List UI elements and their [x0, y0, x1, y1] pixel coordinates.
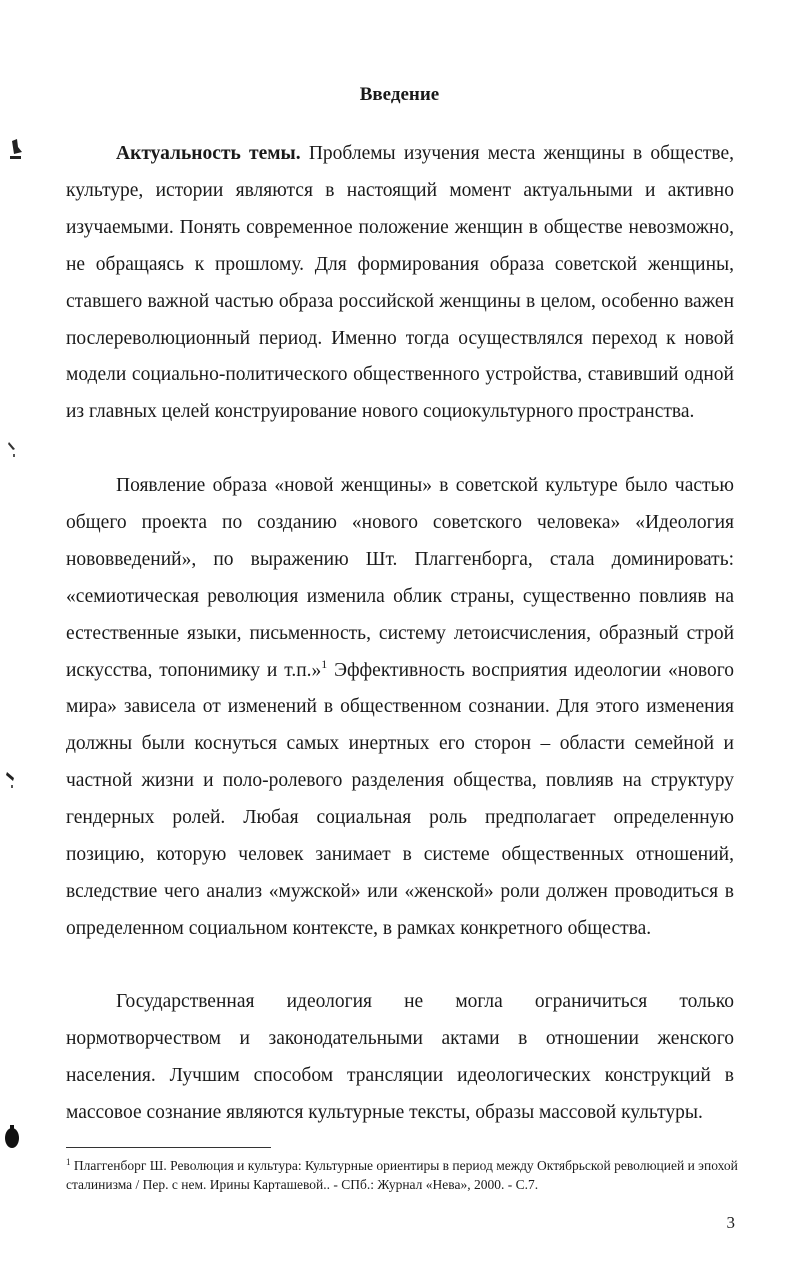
paragraph-text: Эффективность восприятия идеологии «нового мира» зависела от изменений в общественном сознании. Для этого изменения должны были коснуться самых инертных его сторон – области семейной и частной жизни и поло-ролевого разделения общества, повлияв на структуру гендерных ролей. Любая социальная роль предполагает определенную позицию, которую человек занимает в системе общественных отношений, вследствие чего анализ «мужской» или «женской» роли должен проводиться в определенном социальном контексте, в рамках конкретного общества. [66, 659, 734, 939]
footnote-reference[interactable]: 1 [321, 656, 328, 671]
footnote-text: Плаггенборг Ш. Революция и культура: Культурные ориентиры в период между Октябрьской революцией и эпохой сталинизма / Пер. с нем. Ирины Карташевой.. - СПб.: Журнал «Нева», 2000. - С.7. [66, 1158, 738, 1192]
section-heading: Введение [359, 84, 440, 105]
paragraph-text: Государственная идеология не могла ограничиться только нормотворчеством и законодательными актами в отношении женского населения. Лучшим способом трансляции идеологических конструкций в массовое сознание являются культурные тексты, образы массовой культуры. [66, 991, 734, 1123]
paragraph [66, 468, 734, 948]
paragraph-lead-in: Актуальность темы. [116, 143, 301, 164]
scan-artifact-mark [5, 770, 17, 792]
paragraph-text: Появление образа «новой женщины» в советской культуре было частью общего проекта по созданию «нового советского человека» «Идеология нововведений», по выражению Шт. Плаггенборга, стала доминировать: «семиотическая революция изменила облик страны, существенно повлияв на естественные языки, письменность, систему летоисчисления, образный строй искусства, топонимику и т.п.» [66, 475, 734, 681]
footnote [66, 1156, 746, 1194]
scan-artifact-blot [3, 1124, 21, 1150]
footnote-number: 1 [66, 1157, 71, 1167]
page-number: 3 [726, 1213, 735, 1232]
paragraph [66, 136, 734, 431]
paragraph [66, 984, 734, 1132]
paragraph-text: Проблемы изучения места женщины в обществе, культуре, истории являются в настоящий момент актуальными и активно изучаемыми. Понять современное положение женщин в обществе невозможно, не обращаясь к прошлому. Для формирования образа советской женщины, ставшего важной частью образа российской женщины в целом, особенно важен послереволюционный период. Именно тогда осуществлялся переход к новой модели социально-политического общественного устройства, ставивший одной из главных целей конструирование нового социокультурного пространства. [66, 143, 735, 423]
scan-artifact-mark [8, 138, 24, 164]
scan-artifact-mark [6, 440, 18, 460]
footnote-divider [66, 1147, 271, 1148]
